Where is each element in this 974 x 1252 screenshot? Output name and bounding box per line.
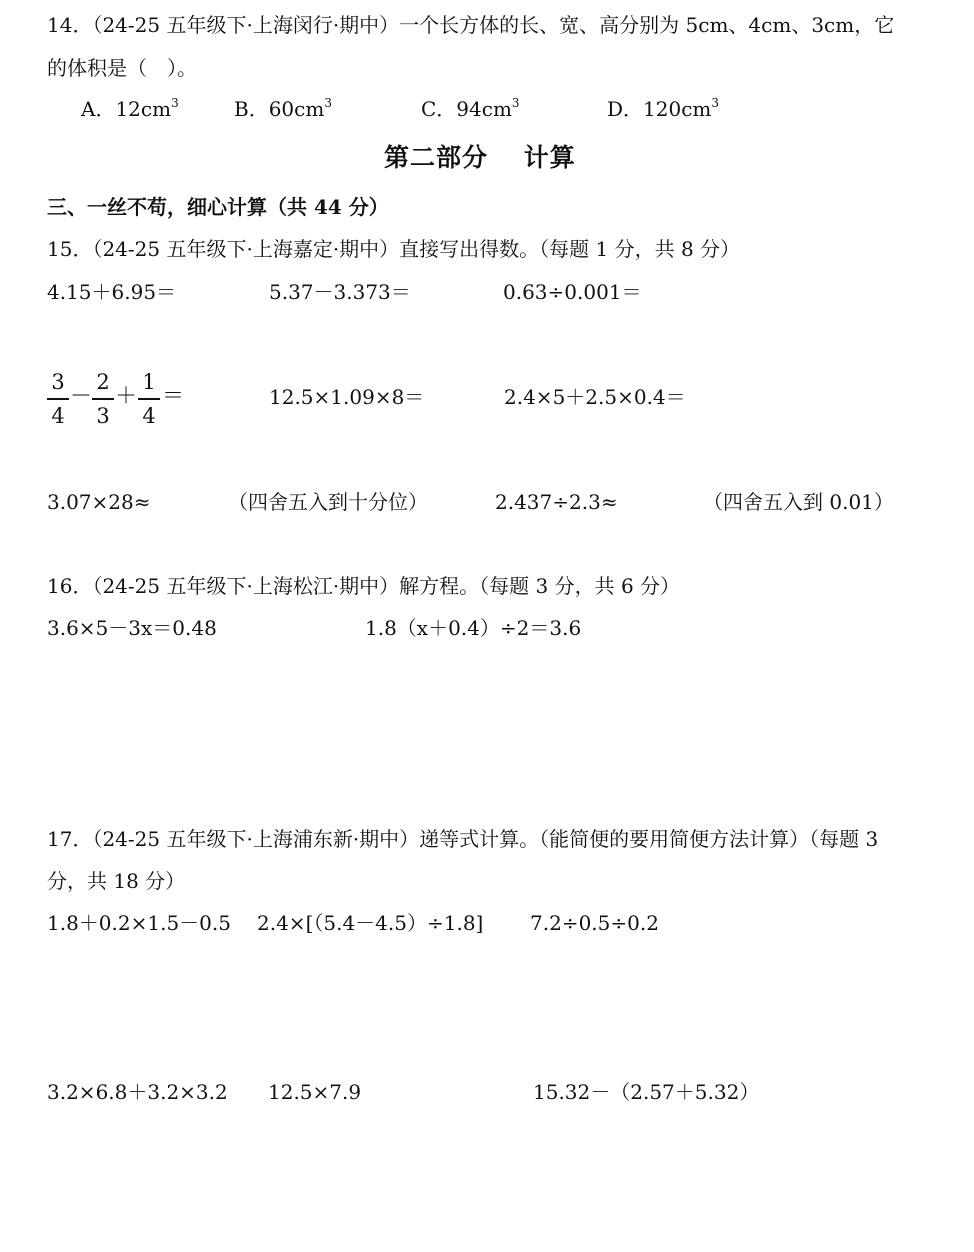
q15-prompt: 15．（24-25 五年级下·上海嘉定·期中）直接写出得数。（每题 1 分，共 8 分）	[47, 237, 741, 261]
minus-sign: －	[70, 384, 93, 409]
option-sup: 3	[171, 96, 179, 110]
option-label: B．60cm	[234, 97, 325, 121]
fraction-a	[47, 368, 69, 430]
option-sup: 3	[324, 96, 332, 110]
option-sup: 3	[711, 96, 720, 110]
q15-item-6: 2.4×5＋2.5×0.4＝	[504, 385, 686, 409]
q17-line2: 分，共 18 分）	[47, 869, 186, 893]
q17-item-6: 15.32－（2.57＋5.32）	[533, 1080, 760, 1104]
q17-item-1: 1.8＋0.2×1.5－0.5	[47, 911, 231, 935]
fraction-b	[92, 368, 114, 430]
q17-item-4: 3.2×6.8＋3.2×3.2	[47, 1080, 228, 1104]
q15-item-5: 12.5×1.09×8＝	[269, 385, 425, 409]
q14-option-a	[81, 95, 179, 123]
q15-item-8-note: （四舍五入到 0.01）	[703, 490, 894, 514]
fraction-denominator: 4	[51, 403, 65, 428]
q14-option-b	[234, 95, 332, 123]
q15-item-2: 5.37－3.373＝	[269, 280, 411, 304]
q15-item-3: 0.63÷0.001＝	[503, 280, 642, 304]
part-title: 第二部分 计算	[384, 143, 576, 172]
q14-option-c	[421, 95, 520, 123]
q15-item-7: 3.07×28≈	[47, 490, 151, 514]
option-label: C．94cm	[421, 97, 512, 121]
q15-item-1: 4.15＋6.95＝	[47, 280, 177, 304]
plus-sign: ＋	[115, 384, 138, 409]
fraction-bar	[47, 398, 69, 400]
fraction-numerator: 1	[142, 370, 156, 394]
q14-option-d	[607, 95, 719, 123]
q17-item-2: 2.4×[（5.4－4.5）÷1.8]	[257, 911, 484, 935]
q15-item-8: 2.437÷2.3≈	[495, 490, 618, 514]
fraction-numerator: 2	[96, 370, 110, 394]
q16-prompt: 16．（24-25 五年级下·上海松江·期中）解方程。（每题 3 分，共 6 分）	[47, 574, 681, 598]
q17-item-5: 12.5×7.9	[268, 1080, 362, 1104]
q14-line1: 14．（24-25 五年级下·上海闵行·期中）一个长方体的长、宽、高分别为 5cm、4cm、3cm，它	[47, 13, 895, 37]
fraction-bar	[138, 398, 160, 400]
option-sup: 3	[511, 96, 520, 110]
q14-line2: 的体积是（ ）。	[47, 56, 197, 80]
fraction-denominator: 3	[96, 403, 110, 428]
equals-sign: ＝	[162, 384, 185, 409]
q17-line1: 17．（24-25 五年级下·上海浦东新·期中）递等式计算。（能简便的要用简便方法计算）（每题 3	[47, 827, 879, 851]
fraction-c	[138, 368, 160, 430]
q17-item-3: 7.2÷0.5÷0.2	[530, 911, 659, 935]
option-label: D．120cm	[607, 97, 712, 121]
fraction-numerator: 3	[51, 370, 65, 394]
fraction-denominator: 4	[142, 403, 156, 428]
q16-equation-2: 1.8（x＋0.4）÷2＝3.6	[365, 616, 582, 640]
option-label: A．12cm	[81, 97, 172, 121]
fraction-bar	[92, 398, 114, 400]
section-heading: 三、一丝不苟，细心计算（共 44 分）	[47, 195, 389, 219]
q15-item-7-note: （四舍五入到十分位）	[228, 490, 428, 514]
q16-equation-1: 3.6×5－3x＝0.48	[47, 616, 217, 640]
